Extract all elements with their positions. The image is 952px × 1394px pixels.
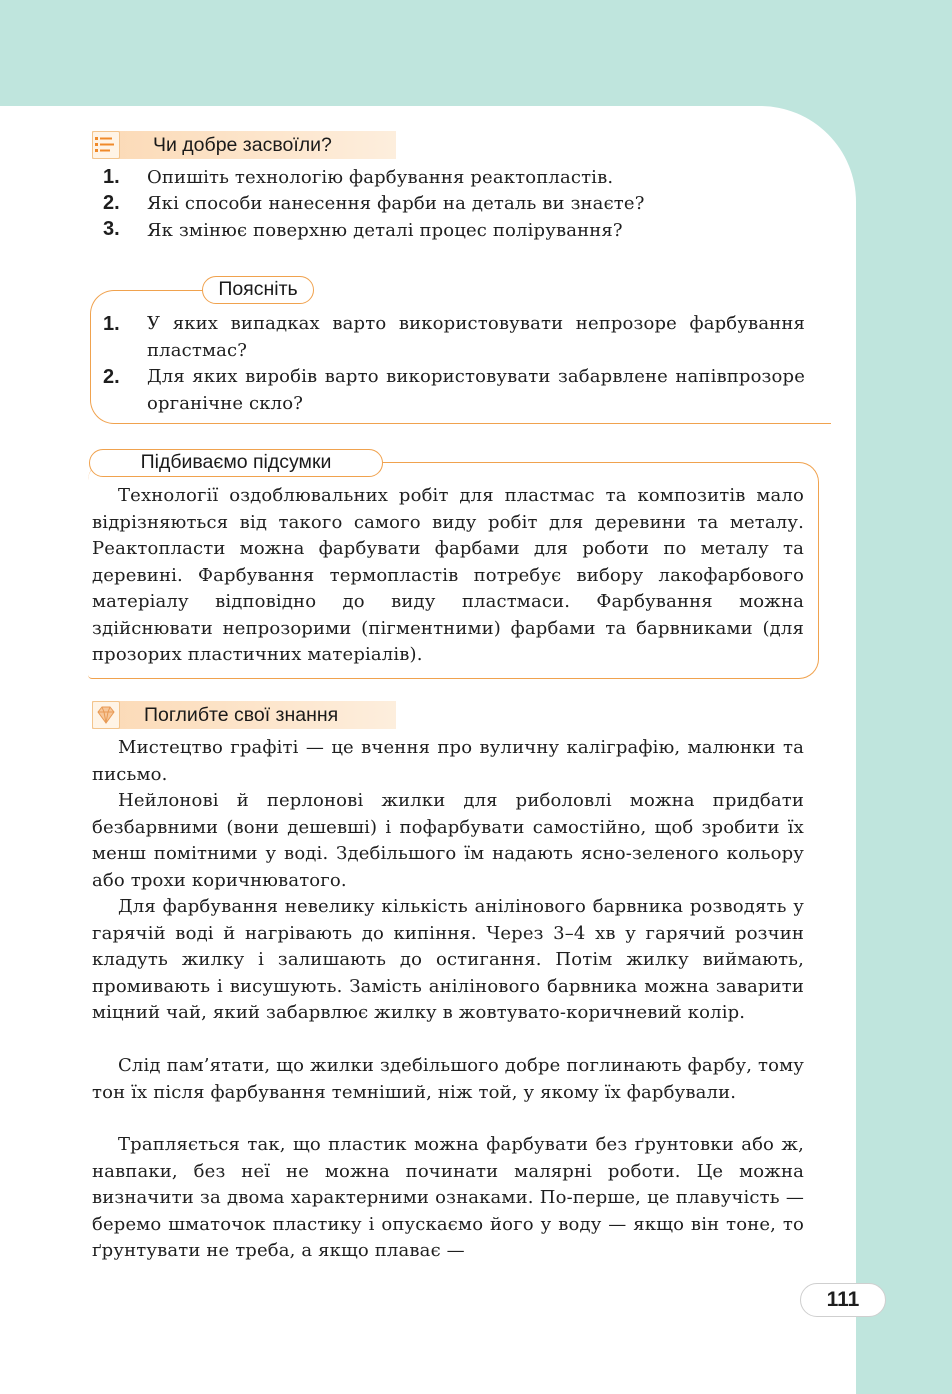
summary-paragraph: Технології оздоблювальних робіт для пластмас та композитів мало відрізняються від такого самого виду робіт для деревини та металу. Реактопласти можна фарбувати фарбами для роботи по металу та деревині. Фарбування термопластів потребує вибору лакофарбового матеріалу відповідно до виду пластмаси. Фарбування можна здійснювати непрозорими (пігментними) фарбами та барвниками (для прозорих пластичних матеріалів). <box>92 485 804 665</box>
list-item-text: Для яких виробів варто використовувати забарвлене напівпрозоре органічне скло? <box>147 366 805 414</box>
list-number: 3. <box>103 218 120 240</box>
diamond-icon <box>92 701 120 729</box>
checklist-icon <box>92 131 120 159</box>
list-number: 1. <box>103 166 120 188</box>
list-number: 1. <box>103 313 120 335</box>
list-item-text: Як змінює поверхню деталі процес полірування? <box>147 220 623 241</box>
frame-mask <box>308 290 832 291</box>
list-number: 2. <box>103 366 120 388</box>
paragraph: Нейлонові й перлонові жилки для риболовлі можна придбати безбарвними (вони дешевші) і пофарбувати самостійно, щоб зробити їх менш помітними у воді. Здебільшого їм надають ясно-зеленого кольору або трохи коричнюватого. <box>92 790 804 891</box>
list-number: 2. <box>103 192 120 214</box>
list-item-text: Опишіть технологію фарбування реактопластів. <box>147 167 614 188</box>
paragraph: Мистецтво графіті — це вчення про вуличну каліграфію, малюнки та письмо. <box>92 737 804 785</box>
section-deepen-title: Поглибте свої знання <box>144 704 339 726</box>
section-explain-title: Поясніть <box>202 276 314 304</box>
paragraph: Для фарбування невелику кількість анілінового барвника розводять у гарячій воді й нагрівають до кипіння. Через 3–4 хв у гарячий розчин кладуть жилку і залишають до остигання. Потім жилку виймають, промивають і висушують. Замість анілінового барвника можна заварити міцний чай, який забарвлює жилку в жовтувато-коричневий колір. <box>92 896 804 1023</box>
paragraph: Слід пам’ятати, що жилки здебільшого добре поглинають фарбу, тому тон їх після фарбування темніший, ніж той, у якому їх фарбували. <box>92 1055 804 1103</box>
section-summary-title: Підбиваємо підсумки <box>89 449 383 477</box>
page-number: 111 <box>800 1283 886 1317</box>
paragraph: Трапляється так, що пластик можна фарбувати без ґрунтовки або ж, навпаки, без неї не можна починати малярні роботи. Це можна визначити за двома характерними ознаками. По-перше, це плавучість — беремо шматочок пластику і опускаємо його у воду — якщо він тоне, то ґрунтувати не треба, а якщо плаває — <box>92 1134 804 1261</box>
section-check-title: Чи добре засвоїли? <box>153 134 332 156</box>
list-item-text: У яких випадках варто використовувати непрозоре фарбування пластмас? <box>147 313 805 361</box>
list-item-text: Які способи нанесення фарби на деталь ви знаєте? <box>147 193 645 214</box>
